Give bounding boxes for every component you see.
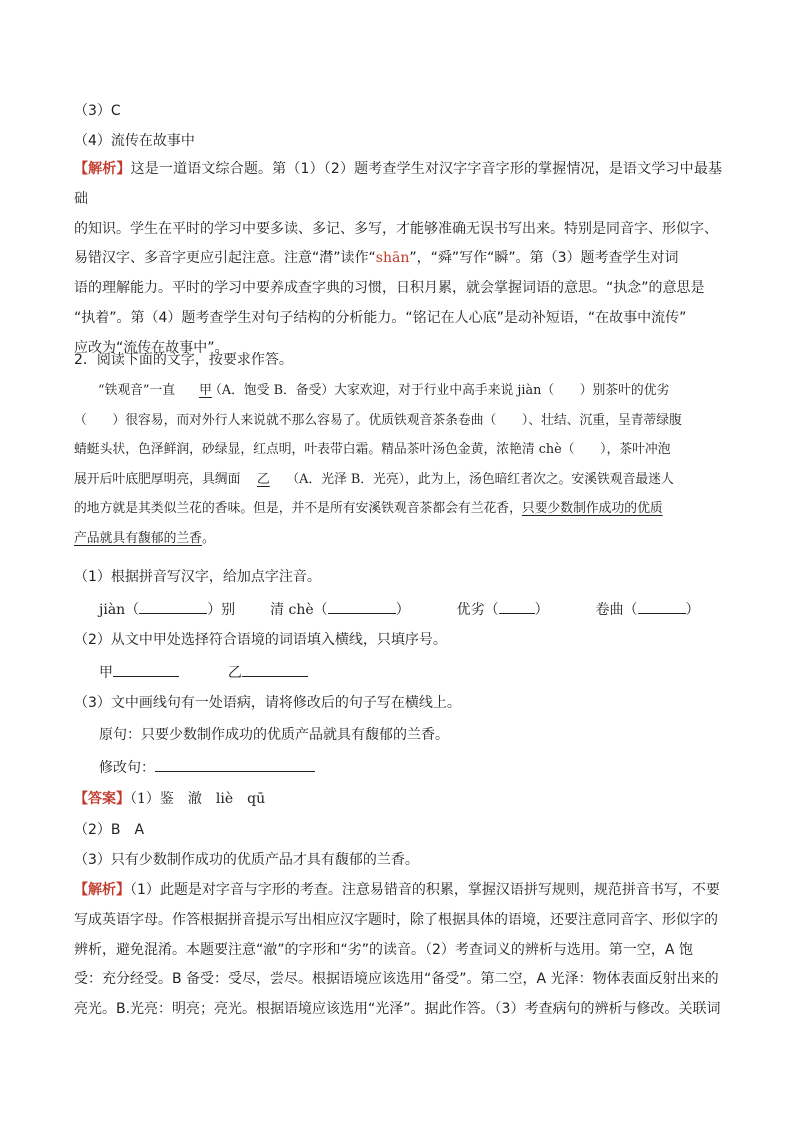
analysis-tag: 【解析】	[74, 882, 130, 898]
answer-blank[interactable]	[242, 661, 308, 677]
analysis-line: 应改为“流传在故事中”。	[74, 339, 229, 356]
blank-yi: 乙	[256, 471, 270, 487]
answer-tag: 【答案】	[74, 791, 130, 807]
sub-question-2: （2）从文中甲处选择符合语境的词语填入横线，只填序号。	[74, 632, 447, 648]
analysis-line	[74, 155, 722, 215]
analysis-text: 易错汉字、多音字更应引起注意。注意“潸”读作“	[74, 250, 376, 267]
answer-4-line: （4）流传在故事中	[74, 133, 195, 149]
analysis-line: 亮光。B.光亮：明亮；亮光。根据语境应该选用“光泽”。据此作答。（3）考查病句的辨析与修改。关联词	[74, 1001, 721, 1018]
blank-label: ）别	[207, 602, 236, 618]
analysis-text: （1）此题是对字音与字形的考查。注意易错音的积累，掌握汉语拼写规则，规范拼音书写，不要	[130, 882, 720, 898]
passage-line: 蜻蜓头状，色泽鲜润，砂绿显，红点明，叶表带白霜。精品茶叶汤色金黄，浓艳清 chè（ ），茶叶冲泡	[74, 442, 671, 457]
answer-blank[interactable]	[139, 598, 207, 614]
analysis-text: ”，“舜”写作“瞬”。第（3）题考查学生对词	[409, 250, 679, 267]
reading-passage	[74, 376, 722, 553]
blank-label: 乙	[227, 665, 242, 681]
answer-line-1	[74, 789, 265, 809]
revised-sentence-line	[99, 756, 315, 778]
blank-label: 修改句：	[99, 760, 155, 776]
analysis-line	[74, 244, 722, 274]
answer-text: （1）鉴 澈 liè qū	[130, 791, 266, 807]
question-2-title: 2．阅读下面的文字，按要求作答。	[74, 352, 293, 368]
analysis-line: 辨析，避免混淆。本题要注意“澈”的字形和“劣”的读音。（2）考查词义的辨析与选用。第一空，A 饱	[74, 941, 693, 958]
passage-text: 。	[201, 530, 215, 546]
sub-question-1: （1）根据拼音写汉字，给加点字注音。	[74, 569, 321, 585]
answer-blank[interactable]	[155, 756, 315, 772]
answer-blank[interactable]	[113, 661, 179, 677]
sub-question-3: （3）文中画线句有一处语病，请将修改后的句子写在横线上。	[74, 695, 461, 711]
passage-text: 的地方就是其类似兰花的香味。但是，并不是所有安溪铁观音茶都会有兰花香，	[74, 501, 522, 516]
blank-jia: 甲	[199, 383, 212, 398]
analysis-line: 的知识。学生在平时的学习中要多读、多记、多写，才能够准确无误书写出来。特别是同音字、形似字、	[74, 220, 718, 237]
passage-line	[74, 494, 722, 524]
sub-question-1-blanks	[99, 598, 700, 620]
passage-text: （A．光泽 B．光亮），此为上，汤色暗红者次之。安溪铁观音最迷人	[286, 471, 674, 487]
analysis-line: “执着”。第（4）题考查学生对句子结构的分析能力。“铭记在人心底”是动补短语，“在故事中流传”	[74, 309, 687, 326]
answer-3-line: （3）C	[74, 103, 121, 119]
passage-line	[74, 376, 722, 406]
analysis-text: 这是一道语文综合题。第（1）（2）题考查学生对汉字字音字形的掌握情况，是语文学习中最基础	[74, 161, 722, 207]
analysis-block-2	[74, 876, 722, 1025]
sub-question-2-blanks	[99, 661, 308, 683]
analysis-line	[74, 876, 722, 906]
pinyin-red: shān	[375, 250, 410, 267]
blank-label: ）	[534, 602, 549, 618]
analysis-block-1	[74, 155, 722, 364]
blank-label: 甲	[99, 665, 113, 681]
blank-label: ）	[395, 602, 410, 618]
passage-text: “铁观音”一直	[98, 383, 176, 398]
passage-text: 展开后叶底肥厚明亮，具绸面	[74, 471, 241, 487]
analysis-line: 受：充分经受。B 备受：受尽，尝尽。根据语境应该选用“备受”。第二空，A 光泽：物体表面反射出来的	[74, 971, 719, 988]
answer-line-2: （2）B A	[74, 822, 145, 838]
answer-blank[interactable]	[328, 598, 396, 614]
blank-label: 卷曲（	[595, 602, 638, 618]
analysis-tag: 【解析】	[74, 161, 131, 177]
answer-blank[interactable]	[638, 598, 686, 614]
answer-blank[interactable]	[499, 598, 535, 614]
analysis-line: 语的理解能力。平时的学习中要养成查字典的习惯，日积月累，就会掌握词语的意思。“执念”的意思是	[74, 280, 705, 297]
underlined-sentence: 产品就具有馥郁的兰香	[74, 530, 202, 546]
analysis-line: 写成英语字母。作答根据拼音提示写出相应汉字题时，除了根据具体的语境，还要注意同音字、形似字的	[74, 911, 718, 928]
underlined-sentence: 只要少数制作成功的优质	[521, 501, 663, 516]
passage-line: （ ）很容易，而对外行人来说就不那么容易了。优质铁观音茶条卷曲（ ）、壮结、沉重，呈青蒂绿腹	[74, 412, 682, 428]
blank-label: jiàn（	[99, 602, 140, 618]
passage-text: （A．饱受 B．备受）大家欢迎，对于行业中高手来说 jiàn（ ）别茶叶的优劣	[209, 383, 670, 398]
blank-label: 清 chè（	[270, 602, 328, 618]
blank-label: ）	[685, 602, 700, 618]
original-sentence: 原句：只要少数制作成功的优质产品就具有馥郁的兰香。	[99, 727, 449, 743]
blank-label: 优劣（	[456, 602, 499, 618]
passage-line	[74, 524, 722, 554]
passage-line	[74, 465, 722, 495]
answer-line-3: （3）只有少数制作成功的优质产品才具有馥郁的兰香。	[74, 852, 419, 868]
